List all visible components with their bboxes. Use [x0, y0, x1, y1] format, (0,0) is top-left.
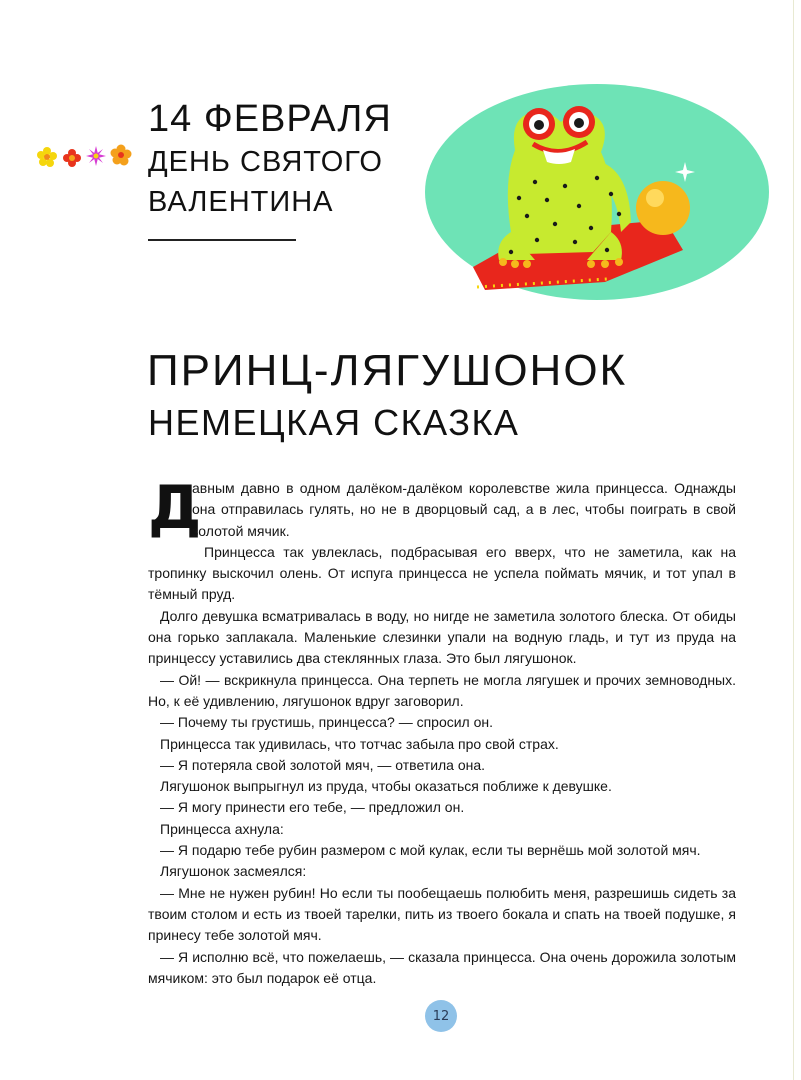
frog-illustration	[415, 82, 775, 302]
page-edge-line	[793, 0, 794, 1080]
story-text	[148, 473, 736, 989]
story-title: ПРИНЦ-ЛЯГУШОНОК	[147, 346, 628, 395]
story-paragraph: Принцесса так удивилась, что тотчас забыла про свой страх.	[160, 735, 559, 752]
story-paragraph: Лягушонок засмеялся:	[160, 863, 307, 880]
story-paragraph: — Я подарю тебе рубин размером с мой кулак, если ты вернёшь мой золотой мяч.	[160, 842, 701, 859]
story-paragraph: Лягушонок выпрыгнул из пруда, чтобы оказаться поближе к девушке.	[160, 778, 612, 795]
holiday-line-1: ДЕНЬ СВЯТОГО	[148, 146, 383, 178]
header-divider	[148, 239, 296, 241]
flower-icon	[37, 147, 57, 167]
story-paragraph: — Я исполню всё, что пожелаешь, — сказала принцесса. Она очень дорожила золотым мячиком: это был подарок её отца.	[148, 948, 736, 986]
story-paragraph: Д авным давно в одном далёком-далёком королевстве жила принцесса. Однажды она отправилась гулять, но не в дворцовый сад, а в лес, чтобы поиграть в свой золотой мячик.	[148, 473, 736, 543]
flower-icon	[86, 146, 106, 166]
page-number-badge: 12	[425, 1000, 457, 1032]
holiday-line-2: ВАЛЕНТИНА	[148, 186, 334, 218]
story-paragraph: — Мне не нужен рубин! Но если ты пообещаешь полюбить меня, разрешишь сидеть за твоим столом и есть из твоей тарелки, пить из твоего бокала и спать на твоей подушке, я принесу тебе золотой мяч.	[148, 884, 736, 944]
drop-cap: Д	[148, 473, 202, 543]
story-paragraph: — Я могу принести его тебе, — предложил он.	[160, 799, 465, 816]
story-subtitle: НЕМЕЦКАЯ СКАЗКА	[148, 402, 520, 443]
story-paragraph: Принцесса ахнула:	[160, 820, 284, 837]
flower-icon	[63, 149, 81, 167]
story-paragraph: Принцесса так увлеклась, подбрасывая его вверх, что не заметила, как на тропинку выскочил олень. От испуга принцесса не успела поймать мячик, и тот упал в тёмный пруд.	[148, 543, 736, 603]
date-title: 14 ФЕВРАЛЯ	[148, 98, 392, 140]
story-paragraph: — Почему ты грустишь, принцесса? — спросил он.	[160, 714, 494, 731]
flower-icon	[111, 145, 132, 166]
story-paragraph: — Я потеряла свой золотой мяч, — ответила она.	[160, 756, 486, 773]
story-paragraph: Долго девушка всматривалась в воду, но нигде не заметила золотого блеска. От обиды она горько заплакала. Маленькие слезинки упали на водную гладь, и тут из пруда на принцессу уставились два стеклянных глаза. Это был лягушонок.	[148, 607, 736, 667]
flowers-decoration	[33, 140, 133, 174]
story-paragraph: — Ой! — вскрикнула принцесса. Она терпеть не могла лягушек и прочих земноводных. Но, к её удивлению, лягушонок вдруг заговорил.	[148, 671, 736, 709]
date-header	[148, 96, 408, 222]
